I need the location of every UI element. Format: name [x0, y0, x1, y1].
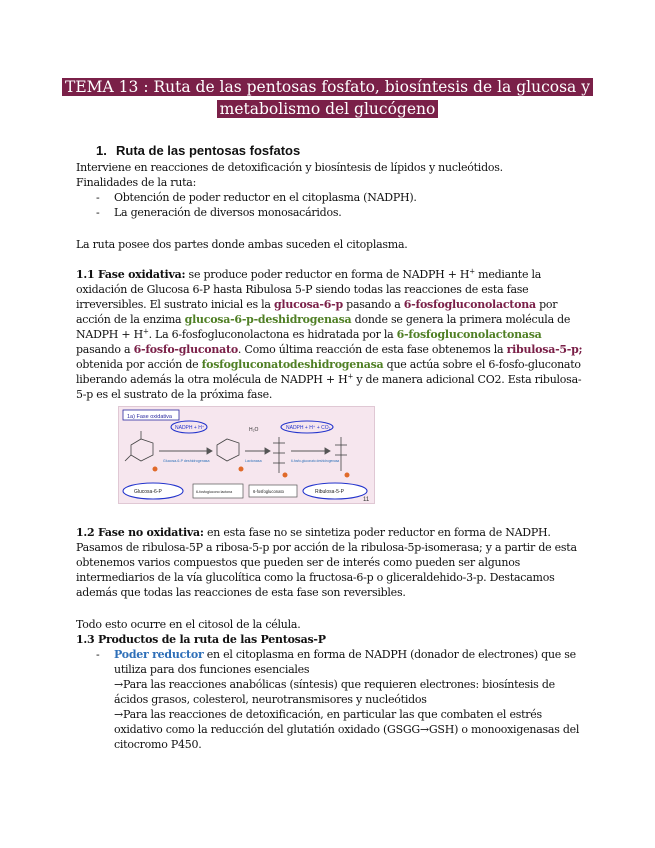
finalidades-label: Finalidades de la ruta:	[76, 176, 197, 189]
section-number: 1.	[96, 143, 107, 158]
figure-header: 1a) Fase oxidativa	[127, 414, 172, 420]
enzyme-label-1: Glucosa-6-P deshidrogenasa	[163, 459, 210, 463]
finalidades-list	[76, 190, 586, 220]
keyword-g6p-deshidrogenasa: glucosa-6-p-deshidrogenasa	[184, 313, 352, 326]
list-item: - Obtención de poder reductor en el citoplasma (NADPH).	[96, 191, 417, 204]
keyword-6-fosfogluconolactona: 6-fosfogluconolactona	[403, 298, 536, 311]
nadph-label-1: NADPH + H⁺	[175, 425, 205, 431]
keyword-fosfogluconato-deshidrogenasa: fosfogluconatodeshidrogenasa	[201, 358, 384, 371]
compound-label-2: 6-fosfoglucono lactona	[196, 490, 233, 494]
productos-list	[76, 647, 586, 677]
gluconate-chain	[273, 437, 285, 473]
ribulose-chain	[335, 437, 347, 471]
h2o-label: H₂O	[249, 427, 259, 433]
intro-paragraph: Interviene en reacciones de detoxificación y biosíntesis de lípidos y nucleótidos.	[76, 161, 503, 174]
fase-oxidativa-paragraph: 1.1 Fase oxidativa: se produce poder reductor en forma de NADPH + H+ mediante la oxidación de Glucosa 6-P hasta Ribulosa 5-P siendo todas las reacciones de esta fase irreversibles. El sustrato inicial es la glucosa-6-p pasando a 6-fosfogluconolactona por acción de la enzima glucosa-6-p-deshidrogenasa donde se genera la primera molécula de NADPH + H+. La 6-fosfogluconolactona es hidratada por la 6-fosfogluconolactonasa pasando a 6-fosfo-gluconato. Como última reacción de esta fase obtenemos la ribulosa-5-p; obtenida por acción de fosfogluconatodeshidrogenasa que actúa sobre el 6-fosfo-gluconato liberando además la otra molécula de NADPH + H+ y de manera adicional CO2. Esta ribulosa- 5-p es el sustrato de la próxima fase.	[76, 267, 583, 401]
section-title: Ruta de las pentosas fosfatos	[116, 143, 301, 158]
oxidative-phase-figure	[118, 406, 375, 504]
productos-heading: 1.3 Productos de la ruta de las Pentosas-P	[76, 633, 326, 646]
keyword-glucosa-6-p: glucosa-6-p	[273, 298, 343, 311]
citosol-line: Todo esto ocurre en el citosol de la célula.	[76, 618, 301, 631]
glucose-ring	[125, 431, 153, 461]
productos-section	[76, 617, 586, 752]
section-1-intro	[76, 160, 586, 220]
phosphate-dot	[239, 467, 244, 472]
phosphate-dot	[153, 467, 158, 472]
fase-oxidativa-label: 1.1 Fase oxidativa:	[76, 268, 186, 281]
title-block	[60, 76, 595, 120]
keyword-6-fosfo-gluconato: 6-fosfo-gluconato	[133, 343, 238, 356]
pathway-diagram	[119, 407, 374, 503]
compound-label-3: 6-fosfogluconato	[253, 489, 284, 494]
reaction-arrows	[159, 448, 330, 454]
arrow-item-anabolic: →Para las reacciones anabólicas (síntesis) que requieren electrones: biosíntesis de ácidos grasos, colesterol, neurotransmisores y nucleótidos	[114, 678, 555, 706]
phosphate-dot	[345, 473, 350, 478]
section-1-heading	[96, 143, 300, 158]
poder-reductor-label: Poder reductor	[114, 648, 204, 661]
compound-label-4: Ribulosa-5-P	[315, 489, 344, 495]
enzyme-label-2: Lactonasa	[245, 459, 262, 463]
keyword-lactonasa: 6-fosfogluconolactonasa	[396, 328, 542, 341]
keyword-ribulosa-5-p: ribulosa-5-p;	[506, 343, 583, 356]
fase-no-oxidativa-paragraph: 1.2 Fase no oxidativa: en esta fase no se sintetiza poder reductor en forma de NADPH. Pasamos de ribulosa-5P a ribosa-5-p por acción de la ribulosa-5p-isomerasa; y a partir de esta obtenemos varios compuestos que pueden ser de interés como pueden ser algunos intermediarios de la vía glucolítica como la fructosa-6-p o gliceraldehido-3-p. Destacamos además que todas las reacciones de esta fase son reversibles.	[76, 526, 577, 599]
nadph-label-2: NADPH + H⁺ + CO₂	[286, 425, 331, 431]
lactone-ring	[217, 439, 239, 461]
figure-corner-mark: 11	[363, 497, 370, 503]
fase-no-oxidativa-label: 1.2 Fase no oxidativa:	[76, 526, 204, 539]
list-item: - Poder reductor en el citoplasma en forma de NADPH (donador de electrones) que se utiliza para dos funciones esenciales	[96, 648, 576, 676]
document-title: TEMA 13 : Ruta de las pentosas fosfato, biosíntesis de la glucosa y metabolismo del glucógeno	[62, 78, 593, 118]
phosphate-dot	[283, 473, 288, 478]
list-item: - La generación de diversos monosacáridos.	[96, 206, 342, 219]
enzyme-label-3: 6-fosfo-gluconato deshidrogenasa	[291, 459, 340, 463]
two-parts-paragraph: La ruta posee dos partes donde ambas suceden el citoplasma.	[76, 238, 408, 251]
compound-label-1: Glucosa-6-P	[134, 489, 162, 495]
arrow-item-detox: →Para las reacciones de detoxificación, en particular las que combaten el estrés oxidativo como la reducción del glutatión oxidado (GSGG→GSH) o monooxigenasas del citocromo P450.	[114, 708, 580, 751]
